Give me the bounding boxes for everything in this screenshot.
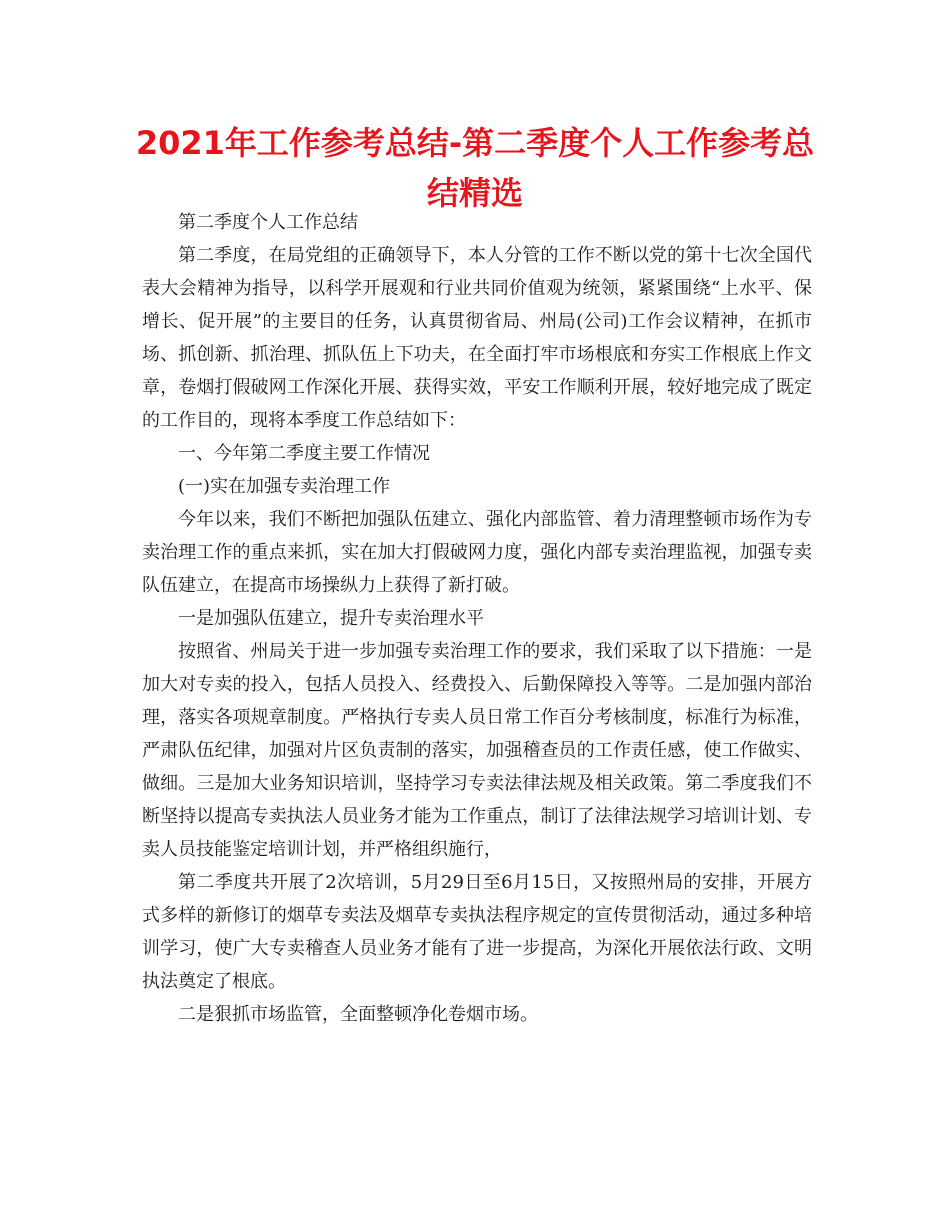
item-heading: 二是狠抓市场监管，全面整顿净化卷烟市场。	[178, 1004, 538, 1025]
item-heading: 一是加强队伍建立，提升专卖治理水平	[178, 608, 484, 629]
paragraph: 第二季度共开展了2次培训，5月29日至6月15日，又按照州局的安排，开展方式多样的新修订的烟草专卖法及烟草专卖执法程序规定的宣传贯彻活动，通过多种培训学习，使广大专卖稽查人员业务才能有了进一步提高，为深化开展依法行政、文明执法奠定了根底。	[142, 872, 812, 992]
paragraph: 按照省、州局关于进一步加强专卖治理工作的要求，我们采取了以下措施：一是加大对专卖的投入，包括人员投入、经费投入、后勤保障投入等等。二是加强内部治理，落实各项规章制度。严格执行专卖人员日常工作百分考核制度，标准行为标准，严肃队伍纪律，加强对片区负责制的落实，加强稽查员的工作责任感，使工作做实、做细。三是加大业务知识培训，坚持学习专卖法律法规及相关政策。第二季度我们不断坚持以提高专卖执法人员业务才能为工作重点，制订了法律法规学习培训计划、专卖人员技能鉴定培训计划，并严格组织施行，	[142, 641, 812, 860]
subsection-heading: (一)实在加强专卖治理工作	[178, 476, 391, 497]
paragraph-intro: 第二季度，在局党组的正确领导下，本人分管的工作不断以党的第十七次全国代表大会精神为指导，以科学开展观和行业共同价值观为统领，紧紧围绕“上水平、保增长、促开展”的主要目的任务，认真贯彻省局、州局(公司)工作会议精神，在抓市场、抓创新、抓治理、抓队伍上下功夫，在全面打牢市场根底和夯实工作根底上作文章，卷烟打假破网工作深化开展、获得实效，平安工作顺利开展，较好地完成了既定的工作目的，现将本季度工作总结如下：	[142, 245, 812, 431]
document-body	[142, 206, 812, 1031]
section-heading: 一、今年第二季度主要工作情况	[178, 443, 430, 464]
paragraph-subtitle: 第二季度个人工作总结	[178, 212, 358, 233]
document-title: 2021年工作参考总结-第二季度个人工作参考总结精选	[135, 124, 815, 212]
paragraph: 今年以来，我们不断把加强队伍建立、强化内部监管、着力清理整顿市场作为专卖治理工作的重点来抓，实在加大打假破网力度，强化内部专卖治理监视，加强专卖队伍建立，在提高市场操纵力上获得了新打破。	[142, 509, 812, 596]
